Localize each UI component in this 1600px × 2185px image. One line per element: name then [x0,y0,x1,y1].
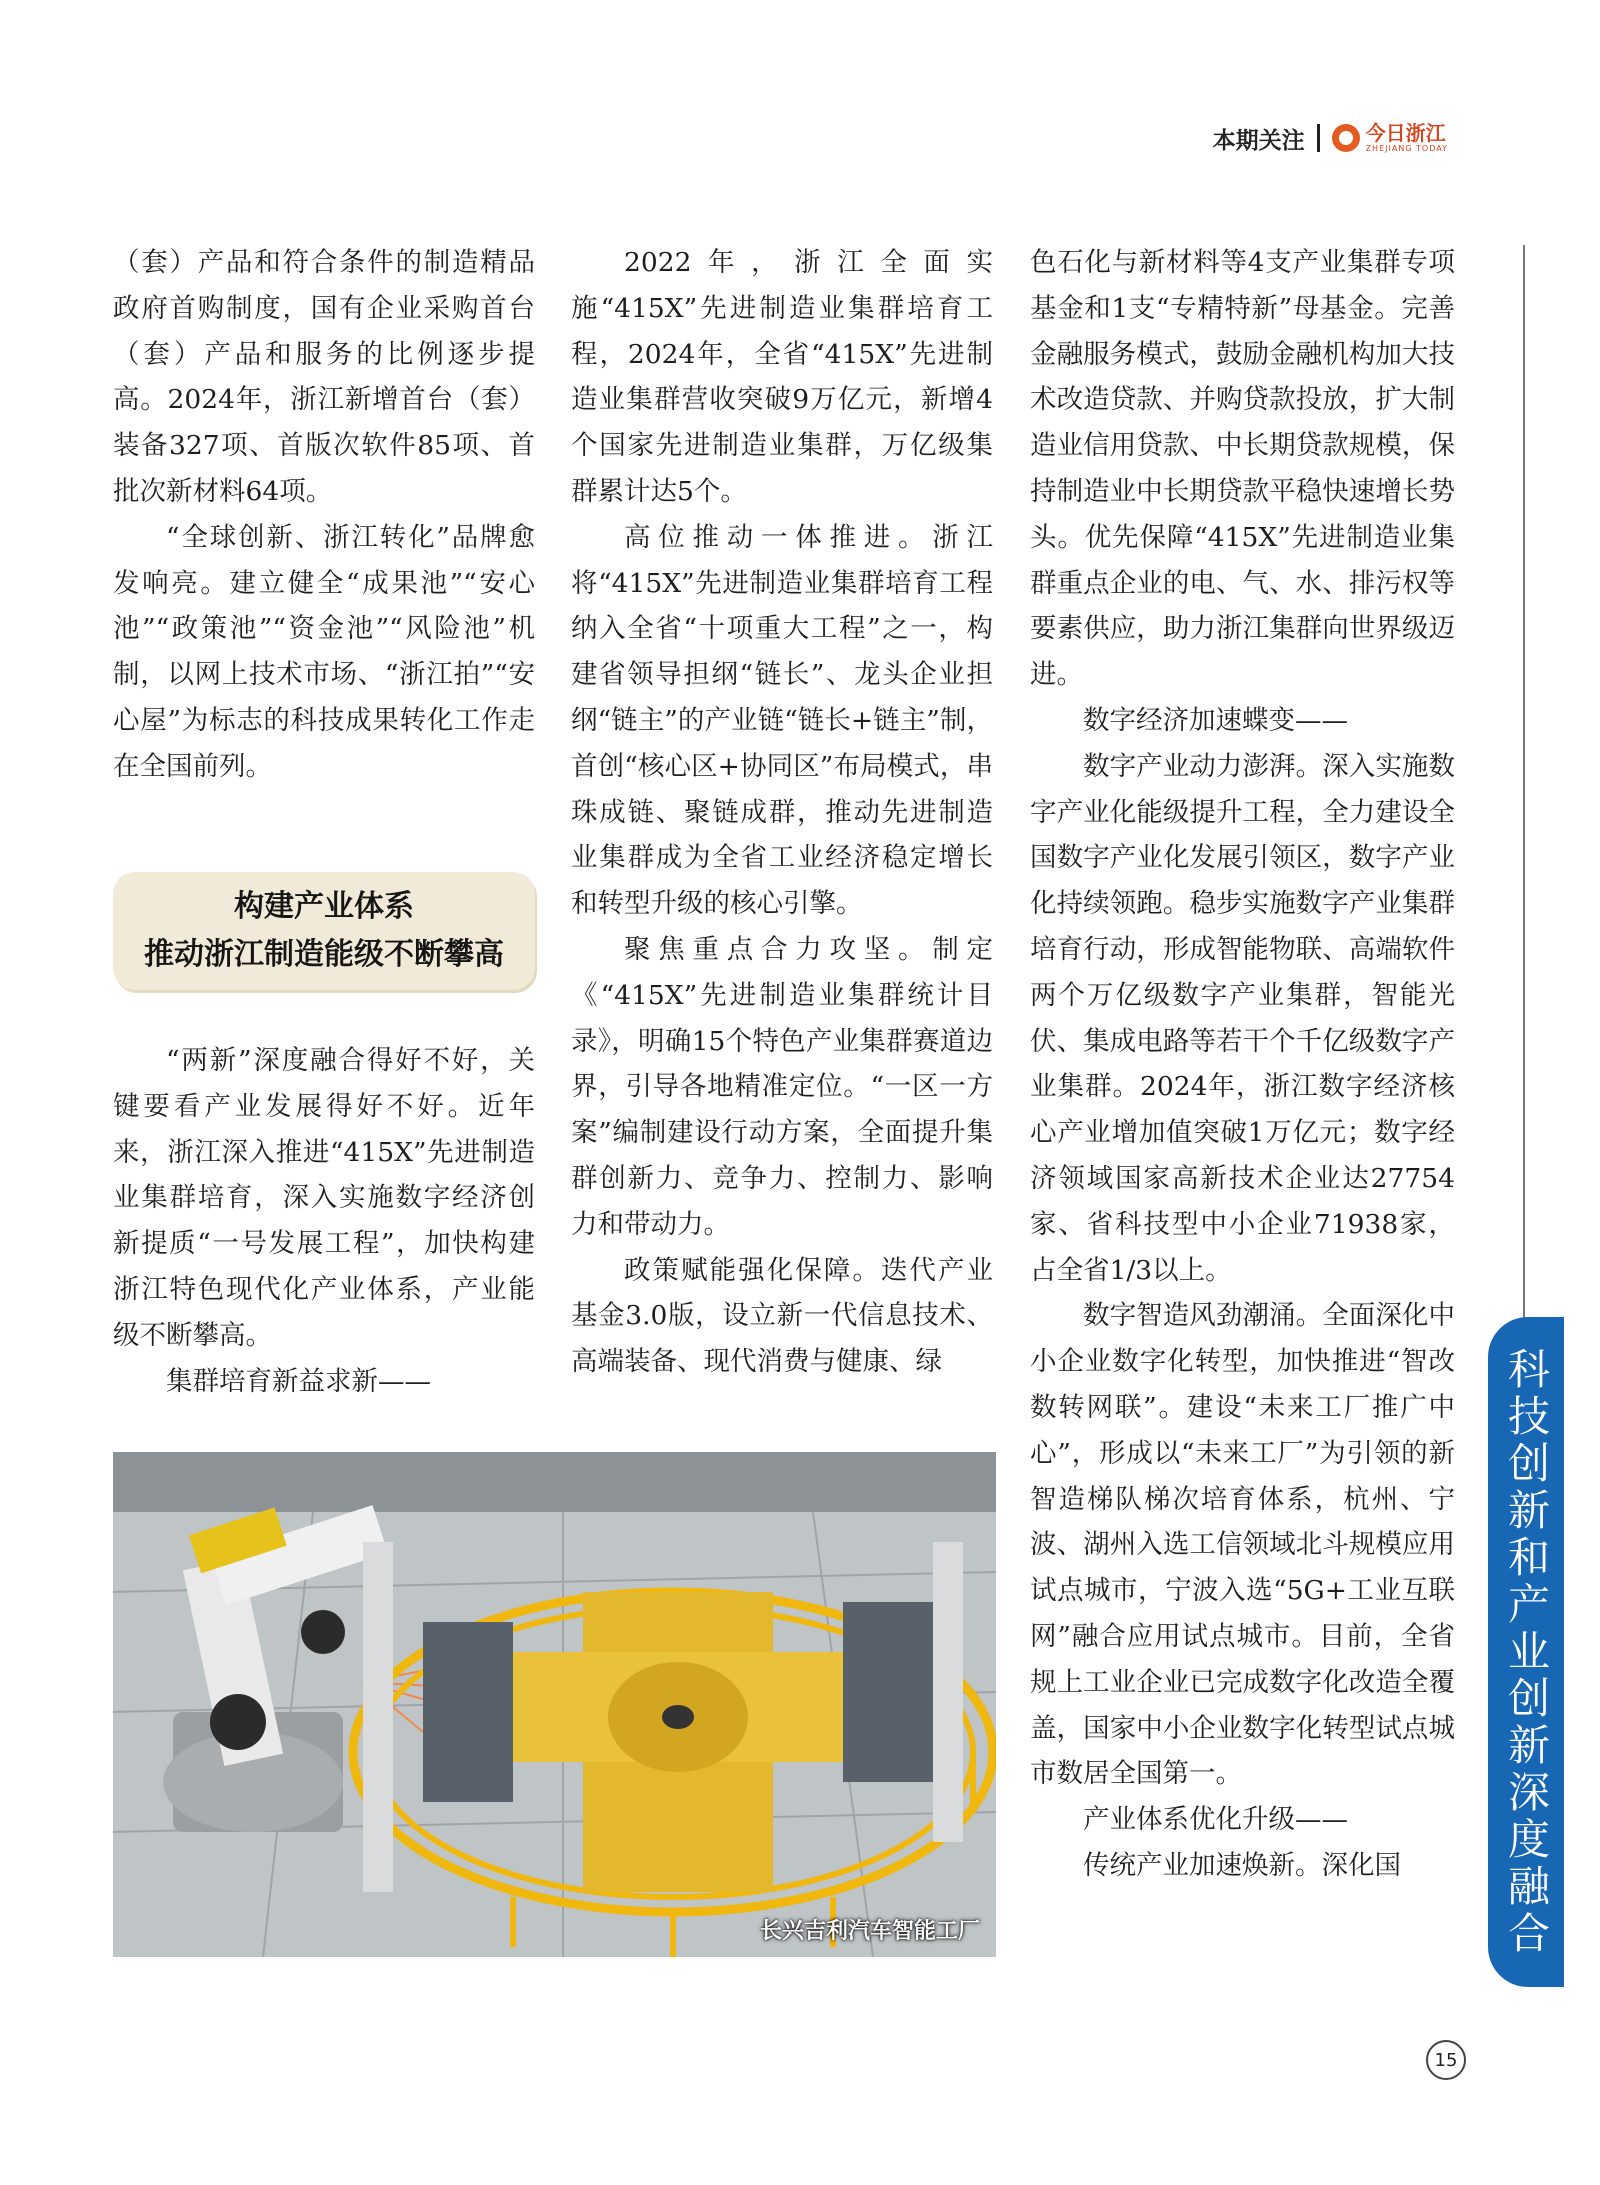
paragraph: 色石化与新材料等4支产业集群专项基金和1支“专精特新”母基金。完善金融服务模式，鼓励金融机构加大技术改造贷款、并购贷款投放，扩大制造业信用贷款、中长期贷款规模，保持制造业中长期贷款平稳快速增长势头。优先保障“415X”先进制造业集群重点企业的电、气、水、排污权等要素供应，助力浙江集群向世界级迈进。 [1030,247,1455,691]
column-3 [1030,240,1455,1889]
paragraph: 数字产业动力澎湃。深入实施数字产业化能级提升工程，全力建设全国数字产业化发展引领区，数字产业化持续领跑。稳步实施数字产业集群培育行动，形成智能物联、高端软件两个万亿级数字产业集群，智能光伏、集成电路等若干个千亿级数字产业集群。2024年，浙江数字经济核心产业增加值突破1万亿元；数字经济领域国家高新技术企业达27754家、省科技型中小企业71938家，占全省1/3以上。 [1030,750,1455,1286]
logo-subtitle: ZHEJIANG TODAY [1365,144,1448,153]
subheading: 产业体系优化升级—— [1083,1804,1348,1836]
section-label: 本期关注 [1212,127,1305,154]
header-divider [1317,124,1320,152]
side-rule [1523,245,1525,1335]
paragraph: 传统产业加速焕新。深化国 [1083,1849,1401,1881]
paragraph: （套）产品和符合条件的制造精品政府首购制度，国有企业采购首台（套）产品和服务的比例逐步提高。2024年，浙江新增首台（套）装备327项、首版次软件85项、首批次新材料64项。 [113,247,535,507]
logo-title: 今日浙江 [1365,121,1446,145]
column-2 [571,240,993,1385]
paragraph: “全球创新、浙江转化”品牌愈发响亮。建立健全“成果池”“安心池”“政策池”“资金池”“风险池”机制，以网上技术市场、“浙江拍”“安心屋”为标志的科技成果转化工作走在全国前列。 [113,521,535,782]
paragraph: 聚焦重点合力攻坚。制定《“415X”先进制造业集群统计目录》，明确15个特色产业集群赛道边界，引导各地精准定位。“一区一方案”编制建设行动方案，全面提升集群创新力、竞争力、控制力、影响力和带动力。 [571,933,993,1240]
paragraph: 高位推动一体推进。浙江将“415X”先进制造业集群培育工程纳入全省“十项重大工程”之一，构建省领导担纲“链长”、龙头企业担纲“链主”的产业链“链长+链主”制，首创“核心区+协同区”布局模式，串珠成链、聚链成群，推动先进制造业集群成为全省工业经济稳定增长和转型升级的核心引擎。 [571,521,993,920]
paragraph: 政策赋能强化保障。迭代产业基金3.0版，设立新一代信息技术、高端装备、现代消费与健康、绿 [571,1254,993,1378]
logo-mark-icon [1332,124,1360,152]
photo-caption: 长兴吉利汽车智能工厂 [759,1919,980,1944]
side-tab-label: 科技创新和产业创新深度融合 [1502,1346,1551,1958]
section-heading [113,872,535,990]
subheading: 集群培育新益求新—— [166,1365,431,1397]
column-1-top [113,240,535,790]
paragraph: 数字智造风劲潮涌。全面深化中小企业数字化转型，加快推进“智改数转网联”。建设“未来工厂推广中心”，形成以“未来工厂”为引领的新智造梯队梯次培育体系，杭州、宁波、湖州入选工信领域北斗规模应用试点城市，宁波入选“5G+工业互联网”融合应用试点城市。目前，全省规上工业企业已完成数字化改造全覆盖，国家中小企业数字化转型试点城市数居全国第一。 [1030,1300,1455,1790]
page-header [1213,118,1448,158]
heading-line-1: 构建产业体系 [234,889,414,924]
paragraph: “两新”深度融合得好不好，关键要看产业发展得好不好。近年来，浙江深入推进“415X”先进制造业集群培育，深入实施数字经济创新提质“一号发展工程”，加快构建浙江特色现代化产业体系，产业能级不断攀高。 [113,1045,535,1351]
section-side-tab [1488,1317,1564,1987]
paragraph: 2022年，浙江全面实施“415X”先进制造业集群培育工程，2024年，全省“415X”先进制造业集群营收突破9万亿元，新增4个国家先进制造业集群，万亿级集群累计达5个。 [571,247,993,507]
column-1-bottom [113,1038,535,1404]
page-number: 15 [1426,2040,1466,2080]
heading-line-2: 推动浙江制造能级不断攀高 [144,937,504,972]
factory-photo [113,1452,996,1957]
subheading: 数字经济加速蝶变—— [1083,704,1348,736]
magazine-logo [1332,123,1448,153]
